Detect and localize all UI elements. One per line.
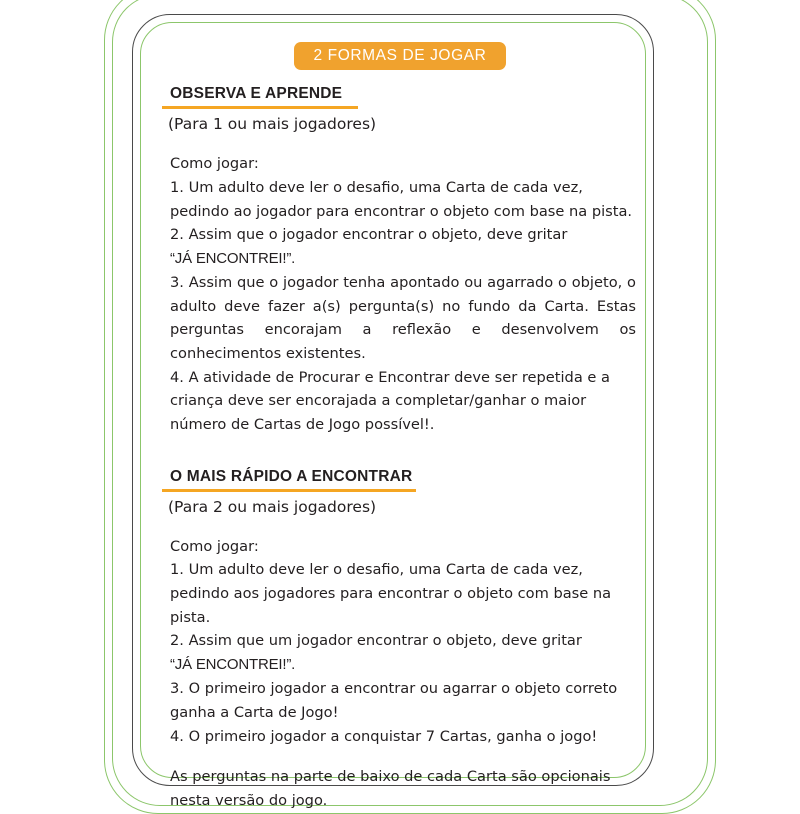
section-2-shout: “JÁ ENCONTREI!”. — [170, 656, 296, 674]
badge-container — [160, 42, 640, 70]
section-1-step-2: 2. Assim que o jogador encontrar o objeto, deve gritar — [170, 226, 568, 244]
section-1-step-3: 3. Assim que o jogador tenha apontado ou agarrado o objeto, o adulto deve fazer a(s) pergunta(s) no fundo da Carta. Estas perguntas encorajam a reflexão e desenvolvem os conhecimentos existentes. — [170, 274, 636, 363]
section-2-players: (Para 2 ou mais jogadores) — [168, 497, 377, 516]
section-2-step-3: 3. O primeiro jogador a encontrar ou agarrar o objeto correto ganha a Carta de Jogo! — [170, 680, 618, 721]
section-1-step-4: 4. A atividade de Procurar e Encontrar deve ser repetida e a criança deve ser encorajada a completar/ganhar o maior número de Cartas de Jogo possível!. — [170, 368, 610, 433]
section-1-heading: OBSERVA E APRENDE — [170, 85, 343, 103]
section-1-shout: “JÁ ENCONTREI!”. — [170, 249, 296, 267]
section-2-heading: O MAIS RÁPIDO A ENCONTRAR — [170, 467, 413, 485]
section-2-step-4: 4. O primeiro jogador a conquistar 7 Cartas, ganha o jogo! — [170, 727, 598, 745]
section-1-heading-underline — [162, 106, 358, 109]
section-2-step-2: 2. Assim que um jogador encontrar o objeto, deve gritar — [170, 632, 582, 650]
section-1-body — [160, 152, 640, 436]
section-2-body — [160, 535, 640, 813]
rules-card — [160, 30, 640, 809]
section-2-footnote: As perguntas na parte de baixo de cada Carta são opcionais nesta versão do jogo. — [170, 768, 611, 809]
section-observa-e-aprende — [160, 84, 640, 437]
section-1-players: (Para 1 ou mais jogadores) — [168, 115, 377, 134]
section-2-step-1: 1. Um adulto deve ler o desafio, uma Carta de cada vez, pedindo aos jogadores para encontrar o objeto com base na pista. — [170, 561, 612, 626]
section-2-intro: Como jogar: — [170, 537, 259, 555]
section-1-intro: Como jogar: — [170, 155, 259, 173]
section-o-mais-rapido-a-encontrar — [160, 467, 640, 813]
ways-to-play-badge: 2 FORMAS DE JOGAR — [294, 42, 507, 70]
section-2-heading-underline — [162, 489, 416, 492]
section-1-step-1: 1. Um adulto deve ler o desafio, uma Carta de cada vez, pedindo ao jogador para encontrar o objeto com base na pista. — [170, 178, 633, 220]
